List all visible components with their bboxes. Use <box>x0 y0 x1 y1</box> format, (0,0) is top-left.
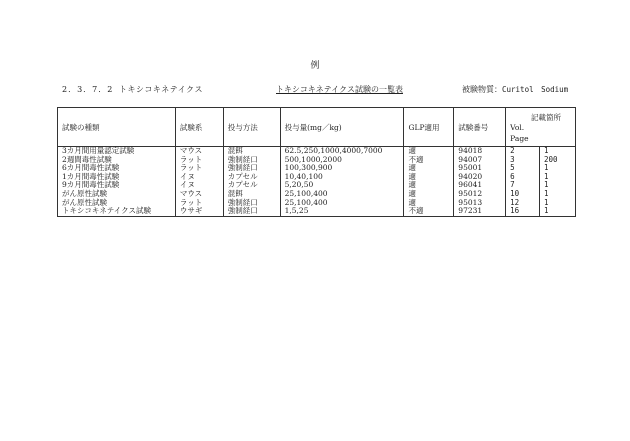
toxicokinetics-table <box>57 107 576 217</box>
cell-glp: 適 <box>404 147 454 156</box>
cell-page: 1 <box>540 199 576 208</box>
cell-dose: 1,5,25 <box>280 207 404 216</box>
cell-route: 強制経口 <box>223 207 280 216</box>
section-title: トキシコキネテイクス <box>119 85 203 94</box>
cell-study-number: 97231 <box>454 207 506 216</box>
cell-page: 200 <box>540 156 576 165</box>
cell-route: 混餌 <box>223 190 280 199</box>
cell-test-system: イヌ <box>175 173 223 182</box>
cell-study-number: 94007 <box>454 156 506 165</box>
cell-dose: 500,1000,2000 <box>280 156 404 165</box>
cell-vol: 16 <box>506 207 540 216</box>
col-dose: 投与量(mg／kg) <box>280 108 404 147</box>
cell-test-type: がん原性試験 <box>58 190 176 199</box>
cell-test-system: ラット <box>175 164 223 173</box>
table-row <box>58 173 576 182</box>
col-reference-title: 記載箇所 <box>531 113 561 122</box>
cell-test-type: がん原性試験 <box>58 199 176 208</box>
cell-test-type: 2週間毒性試験 <box>58 156 176 165</box>
table-row <box>58 207 576 216</box>
cell-glp: 適 <box>404 164 454 173</box>
table-title: トキシコキネテイクス試験の一覧表 <box>276 85 403 94</box>
cell-page: 1 <box>540 181 576 190</box>
cell-dose: 62.5,250,1000,4000,7000 <box>280 147 404 156</box>
cell-test-system: ラット <box>175 199 223 208</box>
cell-study-number: 95013 <box>454 199 506 208</box>
cell-dose: 25,100,400 <box>280 199 404 208</box>
cell-test-type: 9カ月間毒性試験 <box>58 181 176 190</box>
cell-page: 1 <box>540 207 576 216</box>
col-reference <box>506 108 576 147</box>
cell-page: 1 <box>540 164 576 173</box>
cell-route: 強制経口 <box>223 156 280 165</box>
test-substance-value: Curitol Sodium <box>502 85 569 94</box>
cell-test-system: ウサギ <box>175 207 223 216</box>
cell-vol: 6 <box>506 173 540 182</box>
col-reference-page: Page <box>510 134 529 143</box>
section-number: 2．3．7．2 <box>62 85 114 94</box>
cell-route: カプセル <box>223 181 280 190</box>
col-test-system: 試験系 <box>175 108 223 147</box>
cell-glp: 不適 <box>404 156 454 165</box>
cell-study-number: 95001 <box>454 164 506 173</box>
cell-glp: 不適 <box>404 207 454 216</box>
cell-route: 混餌 <box>223 147 280 156</box>
cell-vol: 5 <box>506 164 540 173</box>
cell-test-type: トキシコキネテイクス試験 <box>58 207 176 216</box>
cell-study-number: 95012 <box>454 190 506 199</box>
cell-dose: 5,20,50 <box>280 181 404 190</box>
cell-vol: 12 <box>506 199 540 208</box>
col-test-type: 試験の種類 <box>58 108 176 147</box>
cell-study-number: 94018 <box>454 147 506 156</box>
cell-glp: 適 <box>404 199 454 208</box>
cell-page: 1 <box>540 147 576 156</box>
cell-page: 1 <box>540 190 576 199</box>
test-substance-label: 被験物質： <box>462 85 502 94</box>
cell-vol: 10 <box>506 190 540 199</box>
cell-dose: 25,100,400 <box>280 190 404 199</box>
cell-glp: 適 <box>404 173 454 182</box>
col-glp: GLP適用 <box>404 108 454 147</box>
test-substance <box>462 84 568 95</box>
cell-study-number: 96041 <box>454 181 506 190</box>
cell-test-type: 1カ月間毒性試験 <box>58 173 176 182</box>
cell-test-system: ラット <box>175 156 223 165</box>
cell-glp: 適 <box>404 190 454 199</box>
cell-glp: 適 <box>404 181 454 190</box>
cell-test-type: 3カ月間用量認定試験 <box>58 147 176 156</box>
cell-route: 強制経口 <box>223 199 280 208</box>
cell-dose: 100,300,900 <box>280 164 404 173</box>
cell-vol: 7 <box>506 181 540 190</box>
page-label: 例 <box>310 61 320 71</box>
cell-vol: 3 <box>506 156 540 165</box>
cell-route: カプセル <box>223 173 280 182</box>
cell-vol: 2 <box>506 147 540 156</box>
col-reference-vol: Vol. <box>510 123 525 132</box>
cell-test-system: マウス <box>175 147 223 156</box>
cell-route: 強制経口 <box>223 164 280 173</box>
document-header <box>62 84 572 96</box>
col-route: 投与方法 <box>223 108 280 147</box>
cell-test-type: 6カ月間毒性試験 <box>58 164 176 173</box>
cell-page: 1 <box>540 173 576 182</box>
col-study-number: 試験番号 <box>454 108 506 147</box>
cell-dose: 10,40,100 <box>280 173 404 182</box>
cell-test-system: イヌ <box>175 181 223 190</box>
cell-test-system: マウス <box>175 190 223 199</box>
cell-study-number: 94020 <box>454 173 506 182</box>
table-header-row <box>58 108 576 147</box>
